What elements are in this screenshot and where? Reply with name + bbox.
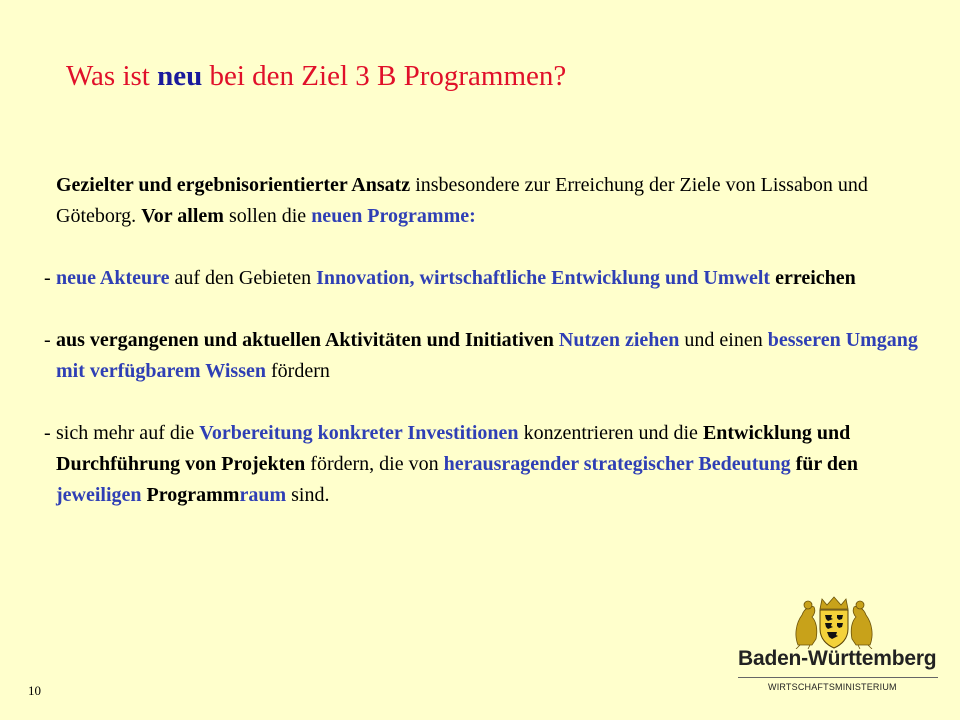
bullet-dash: - — [44, 267, 51, 289]
intro-paragraph — [44, 170, 924, 232]
baden-wuerttemberg-logo — [738, 595, 938, 700]
coat-of-arms-icon — [792, 595, 876, 649]
bullet-2-benefit: Nutzen ziehen — [558, 329, 680, 351]
bullet-2-knowledge: besseren Umgang mit verfügbarem Wissen — [56, 329, 918, 382]
intro-bold-above-all: Vor allem — [141, 205, 224, 227]
logo-name: Baden-Württemberg — [738, 647, 937, 670]
bullet-3-area: raum — [239, 484, 287, 506]
bullet-3-projects: Entwicklung und Durchführung von Projekten — [56, 422, 851, 475]
bullet-2-promote: fördern — [266, 360, 330, 382]
bullet-item-benefit — [44, 325, 924, 387]
slide-title — [66, 56, 926, 96]
intro-bold-approach: Gezielter und ergebnisorientierter Ansatz — [56, 174, 411, 196]
title-part-1: Was ist — [66, 60, 158, 92]
bullet-item-investments — [44, 418, 924, 511]
bullet-3-respective: jeweiligen — [56, 484, 142, 506]
bullet-3-text-b: konzentrieren und die — [518, 422, 703, 444]
bullet-2-activities: aus vergangenen und aktuellen Aktivitäten und Initiativen — [56, 329, 559, 351]
page-number: 10 — [28, 683, 41, 698]
bullet-3-end: sind. — [286, 484, 330, 506]
logo-divider — [738, 677, 938, 678]
bullet-1-new-actors: neue Akteure — [56, 267, 170, 289]
bullet-3-programme: Programm — [146, 484, 240, 506]
slide-body — [44, 170, 924, 511]
bullet-dash: - — [44, 329, 51, 351]
bullet-1-fields: Innovation, wirtschaftliche Entwicklung und Umwelt — [316, 267, 771, 289]
bullet-3-text-a: sich mehr auf die — [56, 422, 200, 444]
title-part-2: bei den Ziel 3 B Programmen? — [202, 60, 567, 92]
bullet-3-text-c: fördern, die von — [305, 453, 444, 475]
bullet-2-text: und einen — [679, 329, 768, 351]
bullet-1-reach: erreichen — [770, 267, 856, 289]
bullet-1-text: auf den Gebieten — [169, 267, 317, 289]
intro-new-programmes: neuen Programme: — [311, 205, 476, 227]
logo-ministry: WIRTSCHAFTSMINISTERIUM — [768, 682, 897, 692]
bullet-3-strategic: herausragender strategischer Bedeutung — [443, 453, 791, 475]
bullet-dash: - — [44, 422, 51, 444]
title-highlight-neu: neu — [157, 60, 203, 92]
bullet-item-new-actors — [44, 263, 924, 294]
intro-text-goals: insbesondere zur Erreichung der Ziele von Lissabon und Göteborg. — [56, 174, 868, 227]
bullet-3-investments: Vorbereitung konkreter Investitionen — [199, 422, 519, 444]
bullet-3-for-the: für den — [790, 453, 859, 475]
intro-text-should: sollen die — [223, 205, 312, 227]
